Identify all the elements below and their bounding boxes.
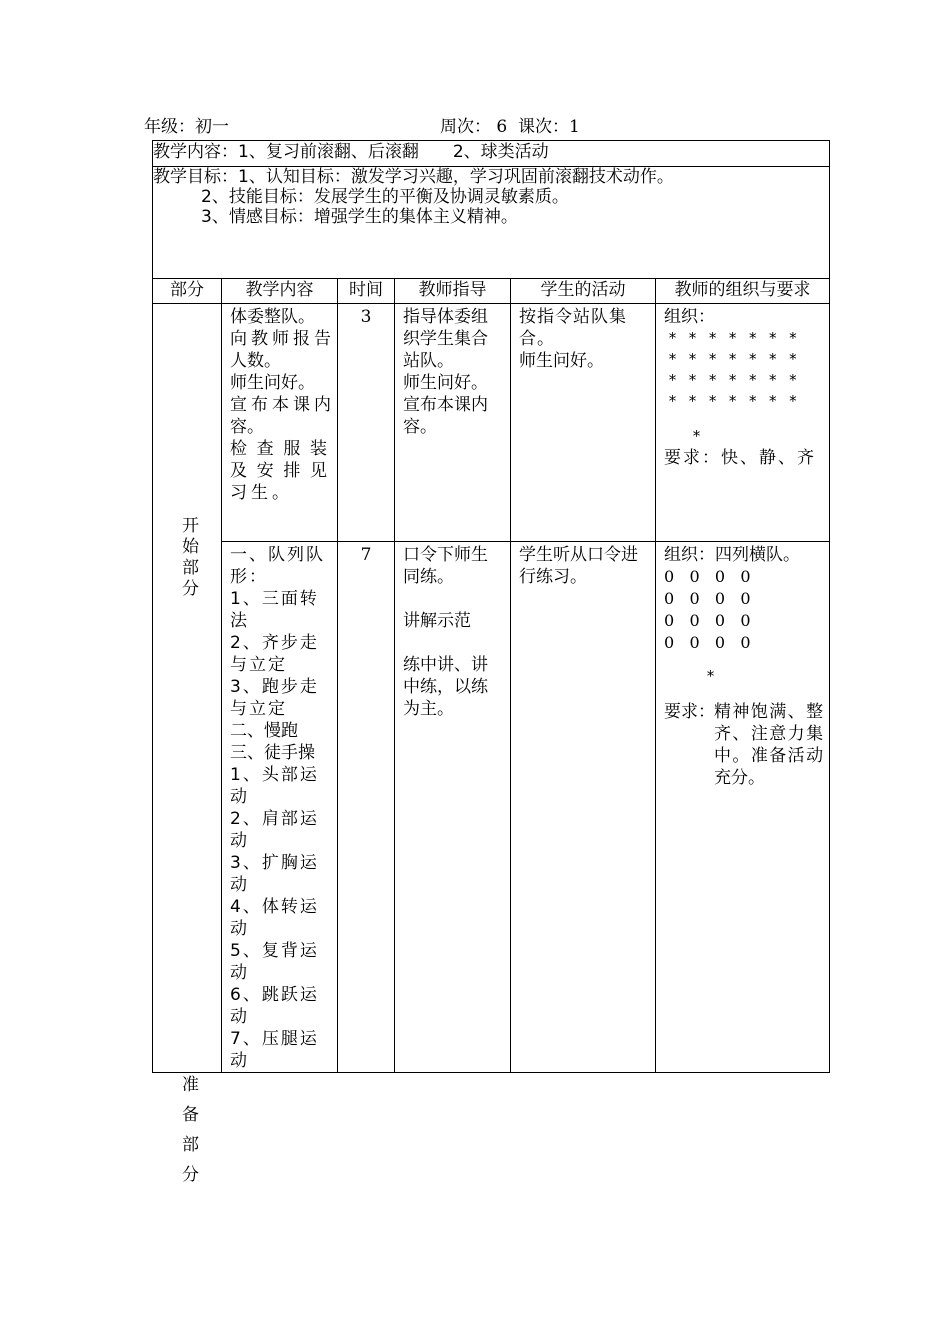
lesson-plan-table xyxy=(152,140,830,1195)
grade-label: 年级：初一 xyxy=(144,117,229,137)
column-header-row xyxy=(153,279,830,304)
lesson-number: 1 xyxy=(569,117,580,137)
content-item: 2、齐步走与立定 xyxy=(230,633,319,675)
formation-row: 0 0 0 0 xyxy=(664,611,751,630)
content-item: 6、跳跃运动 xyxy=(230,985,319,1027)
col-student-activity: 学生的活动 xyxy=(511,279,656,304)
prep-time: 7 xyxy=(338,542,395,1073)
requirement-label: 要求： xyxy=(664,702,715,722)
student-item: 师生问好。 xyxy=(519,351,604,371)
formation-row: 0 0 0 0 xyxy=(664,589,751,608)
start-teacher xyxy=(395,304,511,542)
formation-row: * * * * * * * xyxy=(668,350,799,368)
content-item: 1、头部运动 xyxy=(230,765,319,807)
teacher-item: 口令下师生同练。 xyxy=(403,545,488,587)
prep-teacher xyxy=(395,542,511,1073)
week-label: 周次： xyxy=(440,117,491,137)
teacher-item: 宣布本课内容。 xyxy=(403,395,488,437)
section-start-row xyxy=(153,304,830,542)
requirement: 要求：快、静、齐 xyxy=(664,448,816,468)
formation-row: * * * * * * * xyxy=(668,392,799,410)
teaching-content: 教学内容：1、复习前滚翻、后滚翻 2、球类活动 xyxy=(153,141,830,167)
part-start-label: 开始部分 xyxy=(178,516,198,600)
requirement: 精神饱满、整齐、注意力集中。准备活动充分。 xyxy=(714,702,824,788)
content-item: 2、肩部运动 xyxy=(230,809,319,851)
part-cell xyxy=(153,304,222,1195)
content-item: 宣布本课内容。 xyxy=(230,395,331,437)
org-label: 组织：四列横队。 xyxy=(664,545,800,565)
student-item: 学生听从口令进行练习。 xyxy=(519,545,638,587)
part-prep-label: 准备部分 xyxy=(178,1075,198,1195)
start-content xyxy=(222,304,338,542)
teaching-goals xyxy=(153,167,830,279)
teacher-item: 讲解示范 xyxy=(403,611,471,631)
content-item: 4、体转运动 xyxy=(230,897,319,939)
goal-cognitive: 教学目标：1、认知目标：激发学习兴趣，学习巩固前滚翻技术动作。 xyxy=(153,167,674,187)
content-item: 3、扩胸运动 xyxy=(230,853,319,895)
teacher-item: 练中讲、讲中练，以练为主。 xyxy=(403,655,488,719)
prep-content xyxy=(222,542,338,1073)
goal-emotion: 3、情感目标：增强学生的集体主义精神。 xyxy=(201,207,518,227)
content-item: 师生问好。 xyxy=(230,373,315,393)
teacher-item: 指导体委组织学生集合站队。 xyxy=(403,307,488,371)
content-item: 三、徒手操 xyxy=(230,743,315,763)
teaching-goals-row xyxy=(153,167,830,279)
start-time: 3 xyxy=(338,304,395,542)
col-time: 时间 xyxy=(338,279,395,304)
formation-row: 0 0 0 0 xyxy=(664,567,751,586)
student-item: 按指令站队集合。 xyxy=(519,307,627,349)
col-organization: 教师的组织与要求 xyxy=(656,279,830,304)
formation-row: * * * * * * * xyxy=(668,371,799,389)
prep-organization xyxy=(656,542,830,1073)
col-part: 部分 xyxy=(153,279,222,304)
content-item: 5、复背运动 xyxy=(230,941,319,983)
org-label: 组织： xyxy=(664,307,715,327)
content-item: 一、队列队形： xyxy=(230,545,325,587)
start-student xyxy=(511,304,656,542)
week-number: 6 xyxy=(496,117,508,137)
section-prep-row xyxy=(153,542,830,1073)
goal-skill: 2、技能目标：发展学生的平衡及协调灵敏素质。 xyxy=(201,187,569,207)
lesson-header xyxy=(144,116,830,138)
teacher-position-mark: * xyxy=(706,667,717,685)
prep-student xyxy=(511,542,656,1073)
content-item: 二、慢跑 xyxy=(230,721,298,741)
teacher-position-mark: * xyxy=(692,427,703,445)
content-item: 3、跑步走与立定 xyxy=(230,677,319,719)
teacher-item: 师生问好。 xyxy=(403,373,488,393)
lesson-label: 课次： xyxy=(518,117,570,137)
content-item: 检查服装及安排见习生。 xyxy=(230,439,331,503)
content-item: 体委整队。 xyxy=(230,307,315,327)
content-item: 7、压腿运动 xyxy=(230,1029,319,1071)
week-lesson-info xyxy=(440,116,580,138)
teaching-content-row xyxy=(153,141,830,167)
formation-row: * * * * * * * xyxy=(668,329,799,347)
content-item: 向教师报告人数。 xyxy=(230,329,331,371)
content-item: 1、三面转法 xyxy=(230,589,319,631)
col-teacher-guidance: 教师指导 xyxy=(395,279,511,304)
formation-row: 0 0 0 0 xyxy=(664,633,751,652)
requirement-block xyxy=(664,701,823,789)
col-content: 教学内容 xyxy=(222,279,338,304)
start-organization xyxy=(656,304,830,542)
